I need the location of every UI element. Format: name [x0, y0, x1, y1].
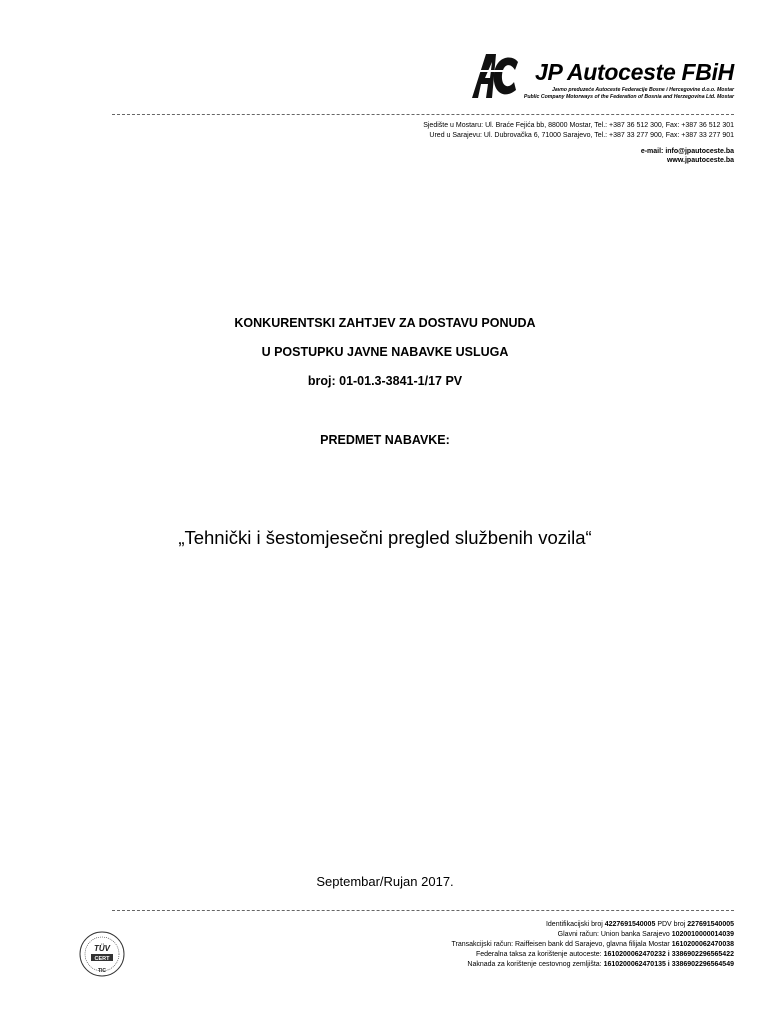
id-value: 4227691540005 [604, 921, 656, 928]
document-title-2: U POSTUPKU JAVNE NABAVKE USLUGA [261, 345, 509, 359]
brand-name: JP Autoceste FBiH [535, 59, 734, 85]
brand-tagline-2: Public Company Motorways of the Federation of Bosnia and Herzegovina Ltd. Mostar [523, 93, 734, 100]
document-date: Septembar/Rujan 2017. [316, 874, 454, 889]
bank-line-federal-tax [451, 950, 734, 960]
main-account-value: 1020010000014039 [671, 931, 734, 938]
id-label: Identifikacijski broj [545, 921, 603, 928]
ac-logo-icon [468, 50, 520, 100]
bank-line-transaction [451, 940, 734, 950]
footer-divider [112, 910, 734, 911]
contact-block [641, 147, 734, 165]
company-logo [468, 50, 734, 106]
document-number: broj: 01-01.3-3841-1/17 PV [307, 374, 463, 388]
document-title-1: KONKURENTSKI ZAHTJEV ZA DOSTAVU PONUDA [234, 316, 536, 330]
address-mostar: Sjedište u Mostaru: Ul. Braće Fejića bb, 88000 Mostar, Tel.: +387 36 512 300, Fax: +387 36 512 301 [423, 122, 734, 129]
brand-block [524, 50, 734, 100]
road-fee-label: Naknada za korištenje cestovnog zemljišta: [467, 961, 602, 968]
address-sarajevo: Ured u Sarajevu: Ul. Dubrovačka 6, 71000 Sarajevo, Tel.: +387 33 277 900, Fax: +387 33 277 901 [429, 132, 734, 139]
brand-tagline-1: Javno preduzeće Autoceste Federacije Bosne i Hercegovine d.o.o. Mostar [551, 87, 734, 93]
road-fee-value: 1610200062470135 i 3386902296564549 [603, 961, 734, 968]
bank-line-road-fee [451, 960, 734, 970]
federal-tax-value: 1610200062470232 i 3386902296565422 [603, 951, 734, 958]
seal-text-cert: CERT [94, 956, 110, 962]
federal-tax-label: Federalna taksa za korištenje autoceste: [475, 951, 602, 958]
transaction-value: 1610200062470038 [671, 941, 734, 948]
seal-text-tic: TIC [97, 968, 107, 974]
seal-text-tuv: TÜV [94, 944, 110, 953]
header-divider [112, 114, 734, 115]
pdv-label: PDV broj [657, 921, 686, 928]
tuv-cert-seal-icon [78, 930, 126, 978]
website-link[interactable]: www.jpautoceste.ba [666, 157, 734, 164]
main-account-label: Glavni račun: Union banka Sarajevo [557, 931, 670, 938]
subject-heading: PREDMET NABAVKE: [320, 433, 450, 447]
pdv-value: 227691540005 [687, 921, 734, 928]
address-block [423, 121, 734, 141]
bank-line-id [451, 920, 734, 930]
email-link[interactable]: e-mail: info@jpautoceste.ba [640, 148, 734, 155]
transaction-label: Transakcijski račun: Raiffeisen bank dd Sarajevo, glavna filijala Mostar [451, 941, 670, 948]
bank-info [451, 920, 734, 970]
procurement-subject: „Tehnički i šestomjesečni pregled službenih vozila“ [178, 527, 592, 548]
bank-line-main [451, 930, 734, 940]
